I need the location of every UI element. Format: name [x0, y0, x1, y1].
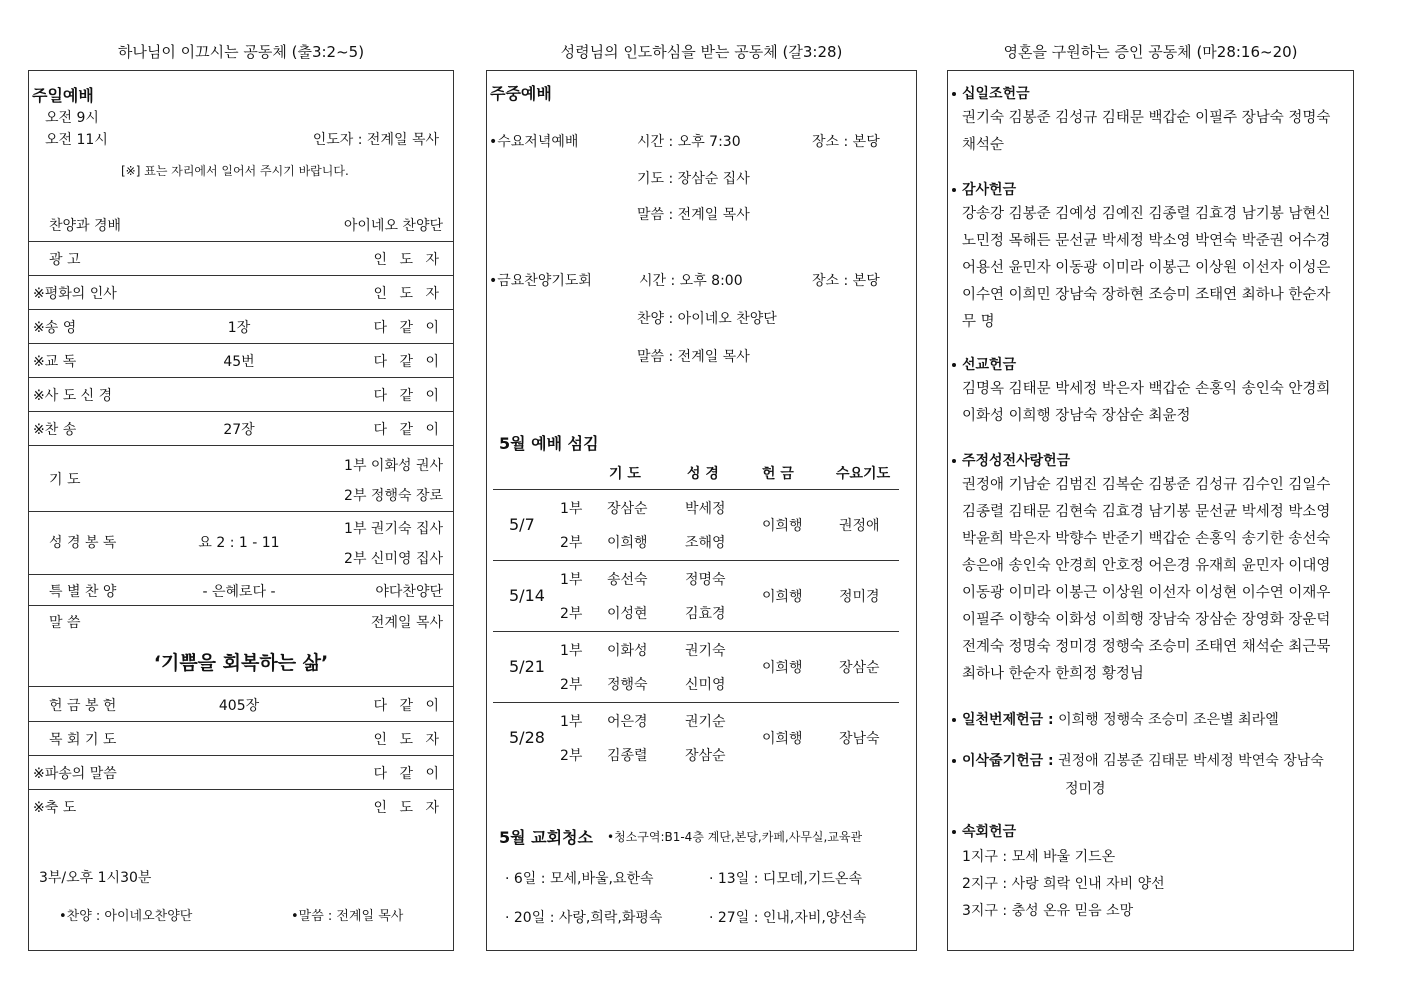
serve-part1: 1부 [560, 572, 583, 588]
rice-names-2: 정미경 [1065, 781, 1106, 797]
serve-bible-2: 신미영 [685, 677, 726, 693]
service-row [29, 721, 453, 756]
service-row [29, 343, 453, 378]
sunday-service-panel [28, 70, 454, 951]
wednesday-service-sermon: 말씀 : 전계일 목사 [637, 207, 750, 223]
bullet-icon [952, 363, 956, 367]
service-row [29, 789, 453, 823]
service-row-name: 찬양과 경배 [49, 218, 122, 234]
service-row [29, 309, 453, 344]
serve-wednesday: 권정애 [839, 518, 880, 534]
serve-prayer-1: 어은경 [607, 714, 648, 730]
special-performer: 야다찬양단 [375, 584, 443, 600]
special-praise-row [29, 575, 453, 606]
cleaning-area: •청소구역:B1-4층 계단,본당,카페,사무실,교육관 [607, 830, 863, 844]
cell-district-3: 3지구 : 충성 온유 믿음 소망 [962, 903, 1134, 919]
serve-header-offering: 헌 금 [762, 466, 794, 482]
special-song: - 은혜로다 - [202, 584, 276, 600]
weekday-service-panel [486, 70, 917, 951]
reader-1: 1부 권기숙 집사 [344, 521, 443, 537]
wednesday-service-prayer: 기도 : 장삼순 집사 [637, 171, 750, 187]
serve-date: 5/21 [509, 657, 545, 676]
service-row-name: 헌 금 봉 헌 [49, 698, 117, 714]
serve-wednesday: 장삼순 [839, 660, 880, 676]
serve-header-prayer: 기 도 [609, 466, 641, 482]
service-time-1: 오전 9시 [45, 110, 99, 126]
service-row-name: ※파송의 말씀 [33, 766, 117, 782]
sunday-service-title: 주일예배 [32, 86, 94, 105]
cleaning-20: · 20일 : 사랑,희락,화평속 [505, 910, 663, 926]
serve-bible-1: 권기순 [685, 714, 726, 730]
service-row-detail: 45번 [223, 354, 255, 370]
serve-wednesday: 장남숙 [839, 731, 880, 747]
serve-part1: 1부 [560, 643, 583, 659]
service-row [29, 755, 453, 790]
column1-header: 하나님이 이끄시는 공동체 (출3:2~5) [117, 43, 365, 61]
weekday-service-title: 주중예배 [490, 84, 552, 103]
friday-service-sermon: 말씀 : 전계일 목사 [637, 349, 750, 365]
service-row-leader: 다 같 이 [373, 354, 443, 370]
bullet-icon [952, 830, 956, 834]
serve-date: 5/14 [509, 586, 545, 605]
offering-panel [947, 70, 1354, 951]
thanks-title [952, 179, 1016, 199]
friday-service-praise: 찬양 : 아이네오 찬양단 [637, 311, 777, 327]
cleaning-title: 5월 교회청소 [499, 828, 593, 847]
service-row [29, 411, 453, 446]
service-row-leader: 아이네오 찬양단 [343, 218, 443, 234]
wednesday-service-time: 시간 : 오후 7:30 [637, 134, 741, 150]
serve-prayer-2: 정행숙 [607, 677, 648, 693]
service-row-name: 광 고 [49, 252, 81, 268]
serve-prayer-1: 송선숙 [607, 572, 648, 588]
bullet-icon [952, 759, 956, 763]
rice-offering [952, 750, 1324, 770]
bullet-icon [952, 718, 956, 722]
mission-title-text: 선교헌금 [962, 357, 1017, 373]
serve-bible-1: 정명숙 [685, 572, 726, 588]
service-row-leader: 다 같 이 [373, 698, 443, 714]
special-label: 특 별 찬 양 [49, 584, 117, 600]
service-row-leader: 인 도 자 [373, 800, 443, 816]
tithe-title-text: 십일조헌금 [962, 86, 1030, 102]
thanks-names: 강송강 김봉준 김예성 김예진 김종렬 김효경 남기봉 남현신 노민정 목해든 문선균 박세정 박소영 박연숙 박준권 어수경 어용선 윤민자 이동광 이미라 이봉근 이상원 이선자 이성은 이수연 이희민 장남숙 장하현 조승미 조태연 최하나 한순자 무 명 [962, 206, 1331, 330]
prayer-leader-2: 2부 정행숙 장로 [344, 488, 443, 504]
serve-row-divider [493, 702, 899, 703]
building-title-text: 주정성전사랑헌금 [962, 453, 1071, 469]
service-row-name: ※교 독 [33, 354, 77, 370]
rice-title: 이삭줍기헌금 : [962, 753, 1054, 769]
serve-part2: 2부 [560, 677, 583, 693]
service-row [29, 207, 453, 242]
thousand-names: 이희행 정행숙 조승미 조은별 최라엘 [1058, 712, 1279, 728]
bullet-icon [952, 459, 956, 463]
service-row-name: ※축 도 [33, 800, 77, 816]
reading-passage: 요 2 : 1 - 11 [198, 535, 280, 551]
mission-names: 김명옥 김태문 박세정 박은자 백갑순 손홍익 송인숙 안경희 이화성 이희행 장남숙 장삼순 최윤정 [962, 381, 1331, 424]
reading-label: 성 경 봉 독 [49, 535, 117, 551]
cell-title-text: 속회헌금 [962, 824, 1017, 840]
prayer-row [29, 449, 453, 512]
cell-title [952, 821, 1016, 841]
reader-2: 2부 신미영 집사 [344, 551, 443, 567]
mission-title [952, 354, 1016, 374]
serve-part1: 1부 [560, 714, 583, 730]
serve-offering: 이희행 [762, 518, 803, 534]
serve-date: 5/28 [509, 728, 545, 747]
third-service-sermon: •말씀 : 전계일 목사 [291, 909, 404, 924]
serve-prayer-2: 이희행 [607, 535, 648, 551]
tithe-names: 권기숙 김봉준 김성규 김태문 백갑순 이필주 장남숙 정명숙 채석순 [962, 110, 1331, 153]
serve-bible-1: 박세정 [685, 501, 726, 517]
friday-service-time: 시간 : 오후 8:00 [639, 273, 743, 289]
thanks-title-text: 감사헌금 [962, 182, 1017, 198]
cleaning-6: · 6일 : 모세,바울,요한속 [505, 871, 654, 887]
wednesday-service-label: •수요저녁예배 [489, 134, 579, 150]
bullet-icon [952, 188, 956, 192]
service-row-leader: 다 같 이 [373, 766, 443, 782]
serve-bible-2: 장삼순 [685, 748, 726, 764]
friday-service-label: •금요찬양기도회 [489, 273, 592, 289]
cleaning-27: · 27일 : 인내,자비,양선속 [709, 910, 867, 926]
serve-prayer-2: 김종렬 [607, 748, 648, 764]
sermon-preacher: 전계일 목사 [370, 615, 443, 631]
service-row-leader: 인 도 자 [373, 732, 443, 748]
serve-part2: 2부 [560, 748, 583, 764]
service-row-name: ※찬 송 [33, 422, 77, 438]
building-names: 권정애 기남순 김범진 김복순 김봉준 김성규 김수인 김일수 김종렬 김태문 김현숙 김효경 남기봉 문선균 박세정 박소영 박윤희 박은자 박향수 반준기 백갑순 손홍익 송기한 송선숙 송은애 송인숙 안경희 안호정 어은경 유재희 윤민자 이대영 이동광 이미라 이봉근 이상원 이선자 이성현 이수연 이재우 이필주 이향숙 이화성 이희행 장남숙 장삼순 장영화 장운덕 전계숙 정명숙 정미경 정행숙 조승미 조태연 채석순 최근묵 최하나 한순자 한희정 황정님 [962, 477, 1331, 682]
service-row-name: 목 회 기 도 [49, 732, 117, 748]
thousand-offering [952, 709, 1279, 729]
serve-bible-2: 조해영 [685, 535, 726, 551]
serve-bible-2: 김효경 [685, 606, 726, 622]
sermon-title: ‘기쁨을 회복하는 삶’ [153, 652, 329, 674]
serve-row-divider [493, 631, 899, 632]
service-row-leader: 다 같 이 [373, 388, 443, 404]
service-row-detail: 1장 [227, 320, 251, 336]
serve-header-wednesday: 수요기도 [836, 466, 891, 482]
service-row-leader: 다 같 이 [373, 422, 443, 438]
serve-prayer-1: 장삼순 [607, 501, 648, 517]
service-row [29, 241, 453, 276]
service-row-leader: 인 도 자 [373, 252, 443, 268]
service-row-name: ※사 도 신 경 [33, 388, 113, 404]
third-service-time: 3부/오후 1시30분 [39, 870, 152, 886]
serve-date: 5/7 [509, 515, 535, 534]
may-service-title: 5월 예배 섬김 [499, 434, 599, 453]
serve-bible-1: 권기숙 [685, 643, 726, 659]
serve-header-bible: 성 경 [687, 466, 719, 482]
friday-service-place: 장소 : 본당 [812, 273, 880, 289]
service-row-leader: 인 도 자 [373, 286, 443, 302]
prayer-leader-1: 1부 이화성 권사 [344, 458, 443, 474]
tithe-title [952, 83, 1030, 103]
bullet-icon [952, 92, 956, 96]
serve-wednesday: 정미경 [839, 589, 880, 605]
service-time-2: 오전 11시 [45, 132, 108, 148]
sermon-row [29, 606, 453, 687]
serve-offering: 이희행 [762, 589, 803, 605]
serve-part2: 2부 [560, 606, 583, 622]
third-service-praise: •찬양 : 아이네오찬양단 [59, 909, 193, 924]
cell-district-2: 2지구 : 사랑 희락 인내 자비 양선 [962, 876, 1165, 892]
service-row-name: ※평화의 인사 [33, 286, 117, 302]
cleaning-13: · 13일 : 디모데,기드온속 [709, 871, 862, 887]
rice-names: 권정애 김봉준 김태문 박세정 박연숙 장남숙 [1058, 753, 1324, 769]
service-row-name: ※송 영 [33, 320, 77, 336]
service-row [29, 275, 453, 310]
serve-prayer-2: 이성현 [607, 606, 648, 622]
sermon-label: 말 씀 [49, 615, 81, 631]
service-row-detail: 27장 [223, 422, 255, 438]
scripture-reading-row [29, 512, 453, 575]
prayer-label: 기 도 [49, 472, 81, 488]
cell-district-1: 1지구 : 모세 바울 기드온 [962, 849, 1116, 865]
serve-offering: 이희행 [762, 660, 803, 676]
service-leader: 인도자 : 전계일 목사 [312, 132, 439, 148]
serve-row-divider [493, 560, 899, 561]
wednesday-service-place: 장소 : 본당 [812, 134, 880, 150]
serve-part2: 2부 [560, 535, 583, 551]
serve-prayer-1: 이화성 [607, 643, 648, 659]
serve-offering: 이희행 [762, 731, 803, 747]
building-title [952, 450, 1070, 470]
service-row [29, 377, 453, 412]
column2-header: 성령님의 인도하심을 받는 공동체 (갈3:28) [560, 43, 843, 61]
thousand-title: 일천번제헌금 : [962, 712, 1054, 728]
service-row-leader: 다 같 이 [373, 320, 443, 336]
standing-note: [※] 표는 자리에서 일어서 주시기 바랍니다. [121, 164, 349, 178]
service-row [29, 687, 453, 722]
service-row-detail: 405장 [218, 698, 260, 714]
serve-part1: 1부 [560, 501, 583, 517]
serve-header-divider [493, 489, 899, 490]
column3-header: 영혼을 구원하는 증인 공동체 (마28:16~20) [1003, 43, 1298, 61]
